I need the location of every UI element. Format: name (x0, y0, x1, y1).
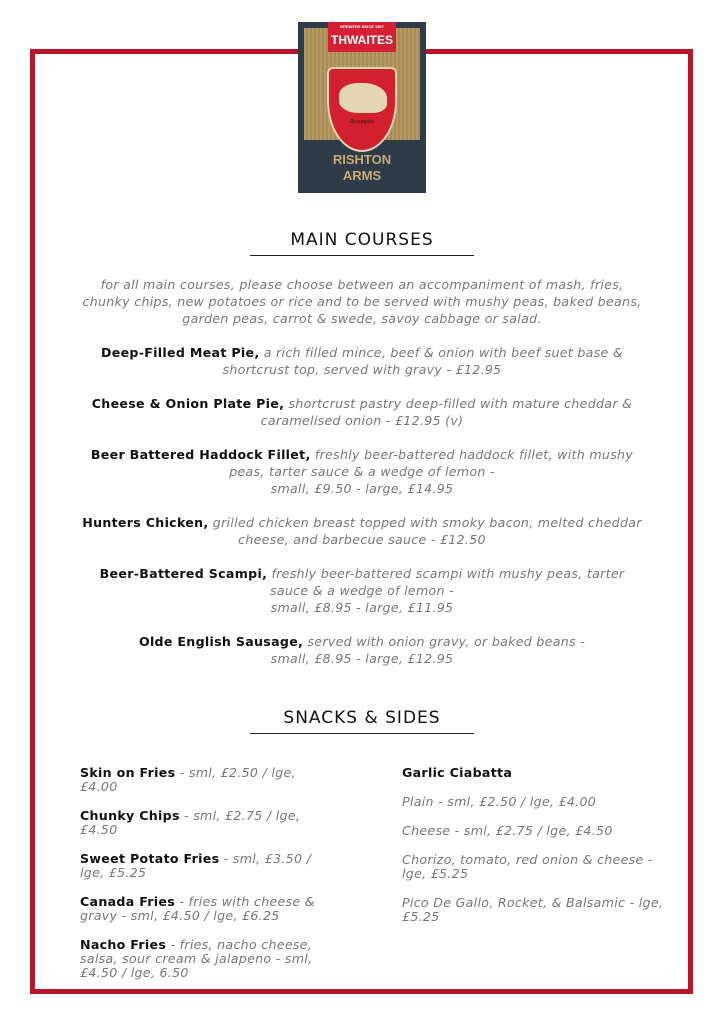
logo-name: RISHTON ARMS (332, 152, 392, 183)
list-item: Beer-Battered Scampi, freshly beer-battered scampi with mushy peas, tarter sauce & a wedge of lemon - small, £8.95 - large, £11.95 (99, 566, 625, 615)
main-courses-list (80, 276, 644, 684)
list-item: Plain - sml, £2.50 / lge, £4.00 (402, 794, 597, 809)
list-item: Pico De Gallo, Rocket, & Balsamic - lge, £5.25 (402, 895, 664, 924)
main-courses-intro: for all main courses, please choose between an accompaniment of mash, fries, chunky chips, new potatoes or rice and to be served with mushy peas, baked beans, garden peas, carrot & swede, savoy cabbage or salad. (82, 277, 642, 326)
list-item: Beer Battered Haddock Fillet, freshly beer-battered haddock fillet, with mushy peas, tarter sauce & a wedge of lemon - small, £9.50 - large, £14.95 (90, 447, 634, 496)
list-item: Skin on Fries - sml, £2.50 / lge, £4.00 (80, 765, 296, 794)
main-courses-heading: MAIN COURSES (250, 230, 474, 256)
list-item: Olde English Sausage, served with onion gravy, or baked beans - small, £8.95 - large, £12.95 (138, 634, 586, 666)
list-item: Deep-Filled Meat Pie, a rich filled mince, beef & onion with beef suet base & shortcrust top, served with gravy - £12.95 (101, 345, 623, 377)
thwaites-banner: BREWERS SINCE 1807 THWAITES (328, 22, 396, 52)
snacks-left-column (80, 766, 325, 995)
list-item: Chorizo, tomato, red onion & cheese - lge, £5.25 (402, 852, 653, 881)
list-item: Canada Fries - fries with cheese & gravy - sml, £4.50 / lge, £6.25 (80, 894, 315, 923)
rishton-arms-logo (298, 22, 426, 193)
lion-shield-icon: Resurgam (327, 67, 397, 152)
garlic-ciabatta-title: Garlic Ciabatta (402, 765, 513, 780)
list-item: Chunky Chips - sml, £2.75 / lge, £4.50 (80, 808, 301, 837)
list-item: Cheese & Onion Plate Pie, shortcrust pastry deep-filled with mature cheddar & caramelised onion - £12.95 (v) (91, 396, 633, 428)
snacks-heading: SNACKS & SIDES (250, 708, 474, 734)
list-item: Hunters Chicken, grilled chicken breast topped with smoky bacon, melted cheddar cheese, and barbecue sauce - £12.50 (82, 515, 642, 547)
list-item: Sweet Potato Fries - sml, £3.50 / lge, £5.25 (80, 851, 312, 880)
snacks-right-column (402, 766, 667, 939)
list-item: Nacho Fries - fries, nacho cheese, salsa, sour cream & jalapeno - sml, £4.50 / lge, 6.50 (80, 937, 313, 980)
list-item: Cheese - sml, £2.75 / lge, £4.50 (402, 823, 613, 838)
